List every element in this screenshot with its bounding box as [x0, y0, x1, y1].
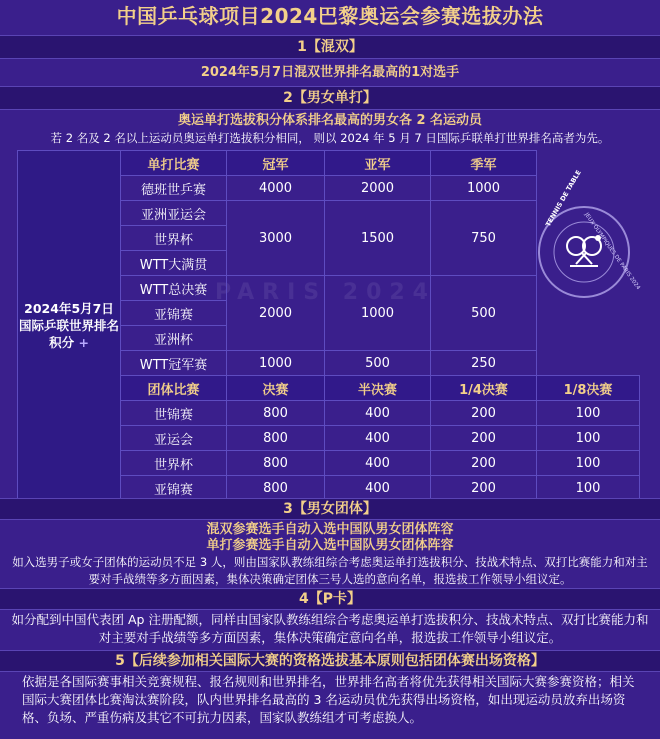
col-runner-up: 亚军 [325, 151, 431, 176]
col-quarterfinal: 1/4决赛 [431, 376, 537, 401]
table-row: WTT冠军赛 1000 500 250 [18, 351, 640, 376]
table-row: 亚运会 800 400 200 100 [18, 426, 640, 451]
table-row: WTT总决赛 2000 1000 500 [18, 276, 640, 301]
section-2-line-2: 若 2 名及 2 名以上运动员奥运单打选拔积分相同， 则以 2024 年 5 月 7 日国际乒联单打世界排名高者为先。 [50, 131, 610, 145]
col-semifinal: 半决赛 [325, 376, 431, 401]
section-3-heading: 3【男女团体】 [0, 498, 660, 520]
points-table [17, 150, 640, 501]
section-3-line-1: 混双参赛选手自动入选中国队男女团体阵容 [206, 522, 454, 537]
singles-header: 单打比赛 [121, 151, 227, 176]
table-row: 德班世乒赛 4000 2000 1000 [18, 176, 640, 201]
emblem-text-top: TENNIS DE TABLE [544, 168, 583, 228]
page-title: 中国乒乓球项目2024巴黎奥运会参赛选拔办法 [116, 4, 544, 28]
table-row: 世界杯 800 400 200 100 [18, 451, 640, 476]
table-row: 亚锦赛 800 400 200 100 [18, 476, 640, 501]
table-row: 亚洲亚运会 3000 1500 750 [18, 201, 640, 226]
table-tennis-emblem [538, 168, 641, 298]
section-2-line-1: 奥运单打选拔积分体系排名最高的男女各 2 名运动员 [177, 113, 483, 128]
team-header: 团体比赛 [121, 376, 227, 401]
section-1-text: 2024年5月7日混双世界排名最高的1对选手 [200, 65, 460, 80]
section-5-heading: 5【后续参加相关国际大赛的资格选拔基本原则包括团体赛出场资格】 [0, 650, 660, 672]
table-row: 亚锦赛 [18, 301, 640, 326]
singles-header-row [18, 151, 640, 176]
col-champion: 冠军 [227, 151, 325, 176]
plus-icon: + [78, 335, 89, 350]
emblem-text-ring: JEUX OLYMPIQUES DE PARIS 2024 [583, 212, 641, 292]
col-round-of-16: 1/8决赛 [537, 376, 640, 401]
paris-watermark: PARIS 2024 [215, 280, 436, 305]
table-row: 亚洲杯 [18, 326, 640, 351]
section-1-heading: 1【混双】 [0, 35, 660, 59]
section-5-text: 依据是各国际赛事相关竞赛规程、报名规则和世界排名，世界排名高者将优先获得相关国际大赛参赛资格；相关国际大赛团体比赛淘汰赛阶段，队内世界排名最高的 3 名运动员优先获得出场资格，如出现运动员放弃出场资格、负场、严重伤病及其它不可抗力因素，国家队教练组才可考虑换人。 [22, 674, 635, 725]
table-row: WTT大满贯 [18, 251, 640, 276]
table-row: 世界杯 [18, 226, 640, 251]
section-3-line-2: 单打参赛选手自动入选中国队男女团体阵容 [206, 538, 454, 553]
section-2-heading: 2【男女单打】 [0, 86, 660, 110]
section-4-text: 如分配到中国代表团 Ap 注册配额，同样由国家队教练组综合考虑奥运单打选拔积分、技战术特点、双打比赛能力和对主要对手战绩等多方面因素，集体决策确定意向名单，报选拔工作领导小组议定。 [11, 612, 649, 645]
section-3-line-3: 如入选男子或女子团体的运动员不足 3 人，则由国家队教练组综合考虑奥运单打选拔积分、技战术特点、双打比赛能力和对主要对手战绩等多方面因素，集体决策确定团体三号人选的意向名单，报选拔工作领导小组议定。 [12, 555, 648, 586]
table-row: 世锦赛 800 400 200 100 [18, 401, 640, 426]
ranking-points-label: 2024年5月7日国际乒联世界排名积分 + [18, 151, 121, 501]
col-third: 季军 [431, 151, 537, 176]
col-final: 决赛 [227, 376, 325, 401]
section-4-heading: 4【P卡】 [0, 588, 660, 610]
